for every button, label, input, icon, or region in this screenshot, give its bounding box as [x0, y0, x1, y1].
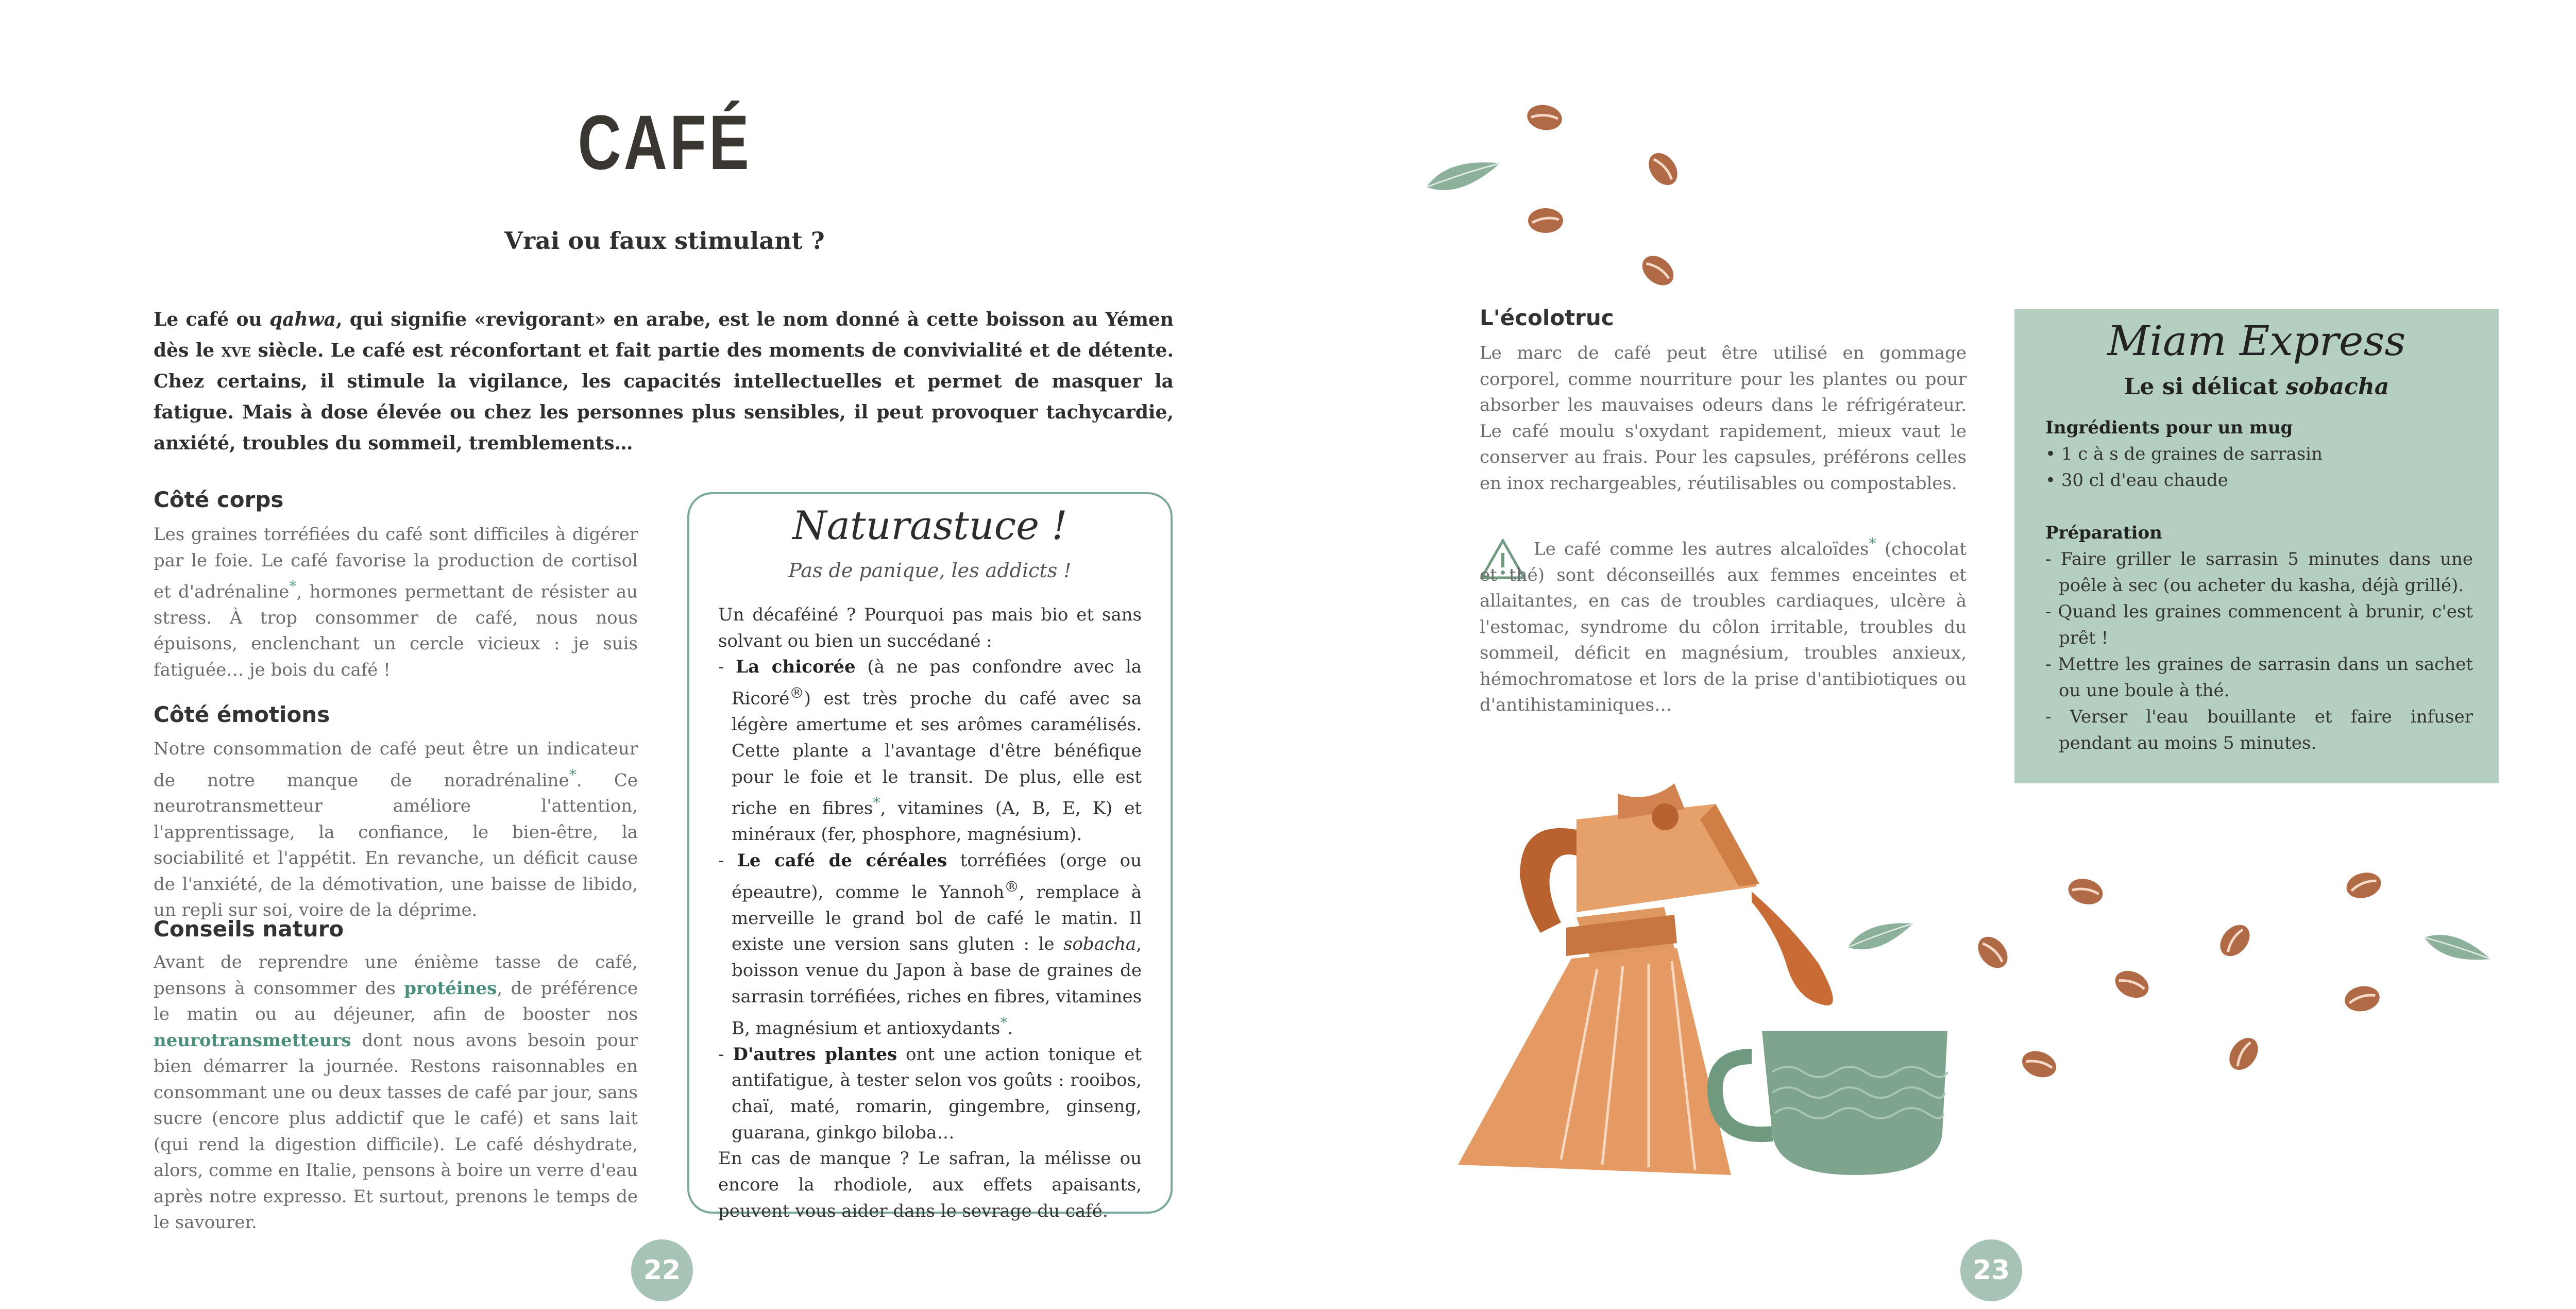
- section-heading-conseils: Conseils naturo: [154, 916, 344, 942]
- page-title: CAFÉ: [578, 99, 752, 186]
- coffee-bean-icon: [1643, 147, 1683, 190]
- coffee-bean-icon: [2344, 869, 2384, 902]
- naturastuce-intro: Un décaféiné ? Pourquoi pas mais bio et sans solvant ou bien un succédané :: [718, 605, 1142, 651]
- section-text-ecolotruc: Le marc de café peut être utilisé en gommage corporel, comme nourriture pour les plantes ou pour absorber les mauvaises odeurs dans le réfrigérateur. Le café moulu s'oxydant rapidement, mieux vaut le conserver au frais. Pour les capsules, préférons celles en inox rechargeables, réutilisables ou compostables.: [1480, 343, 1967, 494]
- intro-paragraph: Le café ou qahwa, qui signifie «revigorant» en arabe, est le nom donné à cette boisson au Yémen dès le xve siècle. Le café est réconfortant et fait partie des moments de convivialité et de détente. Chez certains, il stimule la vigilance, les capacités intellectuelles et permet de masquer la fatigue. Mais à dose élevée ou chez les personnes plus sensibles, il peut provoquer tachycardie, anxiété, troubles du sommeil, tremblements…: [154, 309, 1174, 454]
- preparation-heading: Préparation: [2045, 523, 2162, 543]
- section-heading-corps: Côté corps: [154, 487, 284, 512]
- coffee-bean-icon: [2019, 1047, 2060, 1082]
- section-text-conseils: Avant de reprendre une énième tasse de café, pensons à consommer des protéines, de préférence le matin ou au déjeuner, afin de booster nos neurotransmetteurs dont nous avons besoin pour bien démarrer la journée. Restons raisonnables en consommant une ou deux tasses de café par jour, sans sucre (encore plus addictif que le café) et sans lait (qui rend la digestion difficile). Le café déshydrate, alors, comme en Italie, pensons à boire un verre d'eau après notre expresso. Et surtout, prenons le temps de le savourer.: [154, 952, 638, 1233]
- page-number-right: 23: [1960, 1239, 2022, 1301]
- coffee-bean-icon: [2214, 919, 2256, 962]
- list-item: - D'autres plantes ont une action tonique et antifatigue, à tester selon vos goûts : rooibos, chaï, maté, romarin, gingembre, ginseng, guarana, ginkgo biloba…: [718, 1044, 1142, 1143]
- list-item: - La chicorée (à ne pas confondre avec la Ricoré®) est très proche du café avec sa légère amertume et ses arômes caramélisés. Cette plante a l'avantage d'être bénéfique pour le foie et le transit. De plus, elle est riche en fibres*, vitamines (A, B, E, K) et minéraux (fer, phosphore, magnésium).: [718, 657, 1142, 845]
- step-item: - Faire griller le sarrasin 5 minutes dans une poêle à sec (ou acheter du kasha, déjà grillé).: [2045, 549, 2473, 596]
- miam-express-title: Miam Express: [2107, 317, 2406, 365]
- coffee-bean-icon: [1637, 250, 1680, 291]
- coffee-bean-icon: [1525, 102, 1564, 132]
- naturastuce-title: Naturastuce !: [792, 502, 1067, 548]
- miam-express-subtitle: Le si délicat sobacha: [2124, 374, 2389, 400]
- coffee-bean-icon: [1528, 208, 1563, 233]
- coffee-bean-icon: [1972, 931, 2013, 974]
- leaf-icon: [1423, 153, 1503, 197]
- naturastuce-subtitle: Pas de panique, les addicts !: [788, 559, 1072, 582]
- link-proteines[interactable]: protéines: [404, 978, 497, 999]
- coffee-bean-icon: [2224, 1032, 2264, 1075]
- leaf-icon: [2421, 928, 2494, 968]
- section-heading-emotions: Côté émotions: [154, 702, 330, 727]
- page-number-left: 22: [631, 1239, 693, 1301]
- coffee-bean-icon: [2343, 983, 2381, 1014]
- link-neurotransmetteurs[interactable]: neurotransmetteurs: [154, 1030, 351, 1051]
- section-text-emotions: Notre consommation de café peut être un indicateur de notre manque de noradrénaline*. Ce neurotransmetteur améliore l'attention, l'apprentissage, la confiance, le bien-être, la sociabilité et l'appétit. En revanche, un déficit cause de l'anxiété, de la démotivation, une baisse de libido, un repli sur soi, voire de la déprime.: [154, 739, 638, 921]
- naturastuce-outro: En cas de manque ? Le safran, la mélisse ou encore la rhodiole, aux effets apaisants, peuvent vous aider dans le sevrage du café.: [718, 1148, 1142, 1221]
- page-subtitle: Vrai ou faux stimulant ?: [504, 227, 825, 255]
- coffee-bean-icon: [2111, 966, 2153, 1003]
- ingredient-item: • 1 c à s de graines de sarrasin: [2045, 444, 2323, 464]
- coffee-bean-icon: [2065, 875, 2106, 908]
- step-item: - Quand les graines commencent à brunir, c'est prêt !: [2045, 601, 2473, 648]
- step-item: - Verser l'eau bouillante et faire infuser pendant au moins 5 minutes.: [2045, 707, 2473, 753]
- section-heading-ecolotruc: L'écolotruc: [1480, 305, 1614, 330]
- ingredients-heading: Ingrédients pour un mug: [2045, 417, 2293, 438]
- list-item: - Le café de céréales torréfiées (orge ou épeautre), comme le Yannoh®, remplace à merveille le grand bol de café le matin. Il existe une version sans gluten : le sobacha, boisson venue du Japon à base de graines de sarrasin torréfiées, riches en fibres, vitamines B, magnésium et antioxydants*.: [718, 850, 1142, 1038]
- leaf-icon: [1844, 914, 1917, 956]
- mug-illustration: [1715, 1031, 1947, 1175]
- section-text-corps: Les graines torréfiées du café sont difficiles à digérer par le foie. Le café favorise la production de cortisol et d'adrénaline*, hormones permettant de résister au stress. À trop consommer de café, nous nous épuisons, enclenchant un cercle vicieux : je suis fatiguée… je bois du café !: [154, 524, 638, 680]
- ingredient-item: • 30 cl d'eau chaude: [2045, 470, 2228, 491]
- step-item: - Mettre les graines de sarrasin dans un sachet ou une boule à thé.: [2045, 654, 2473, 701]
- warning-text: Le café comme les autres alcaloïdes* (chocolat et thé) sont déconseillés aux femmes enceintes et allaitantes, en cas de troubles cardiaques, ulcère à l'estomac, syndrome du côlon irritable, troubles du sommeil, déficit en magnésium, troubles anxieux, hémochromatose et lors de la prise d'antibiotiques ou d'antihistaminiques…: [1480, 535, 1967, 716]
